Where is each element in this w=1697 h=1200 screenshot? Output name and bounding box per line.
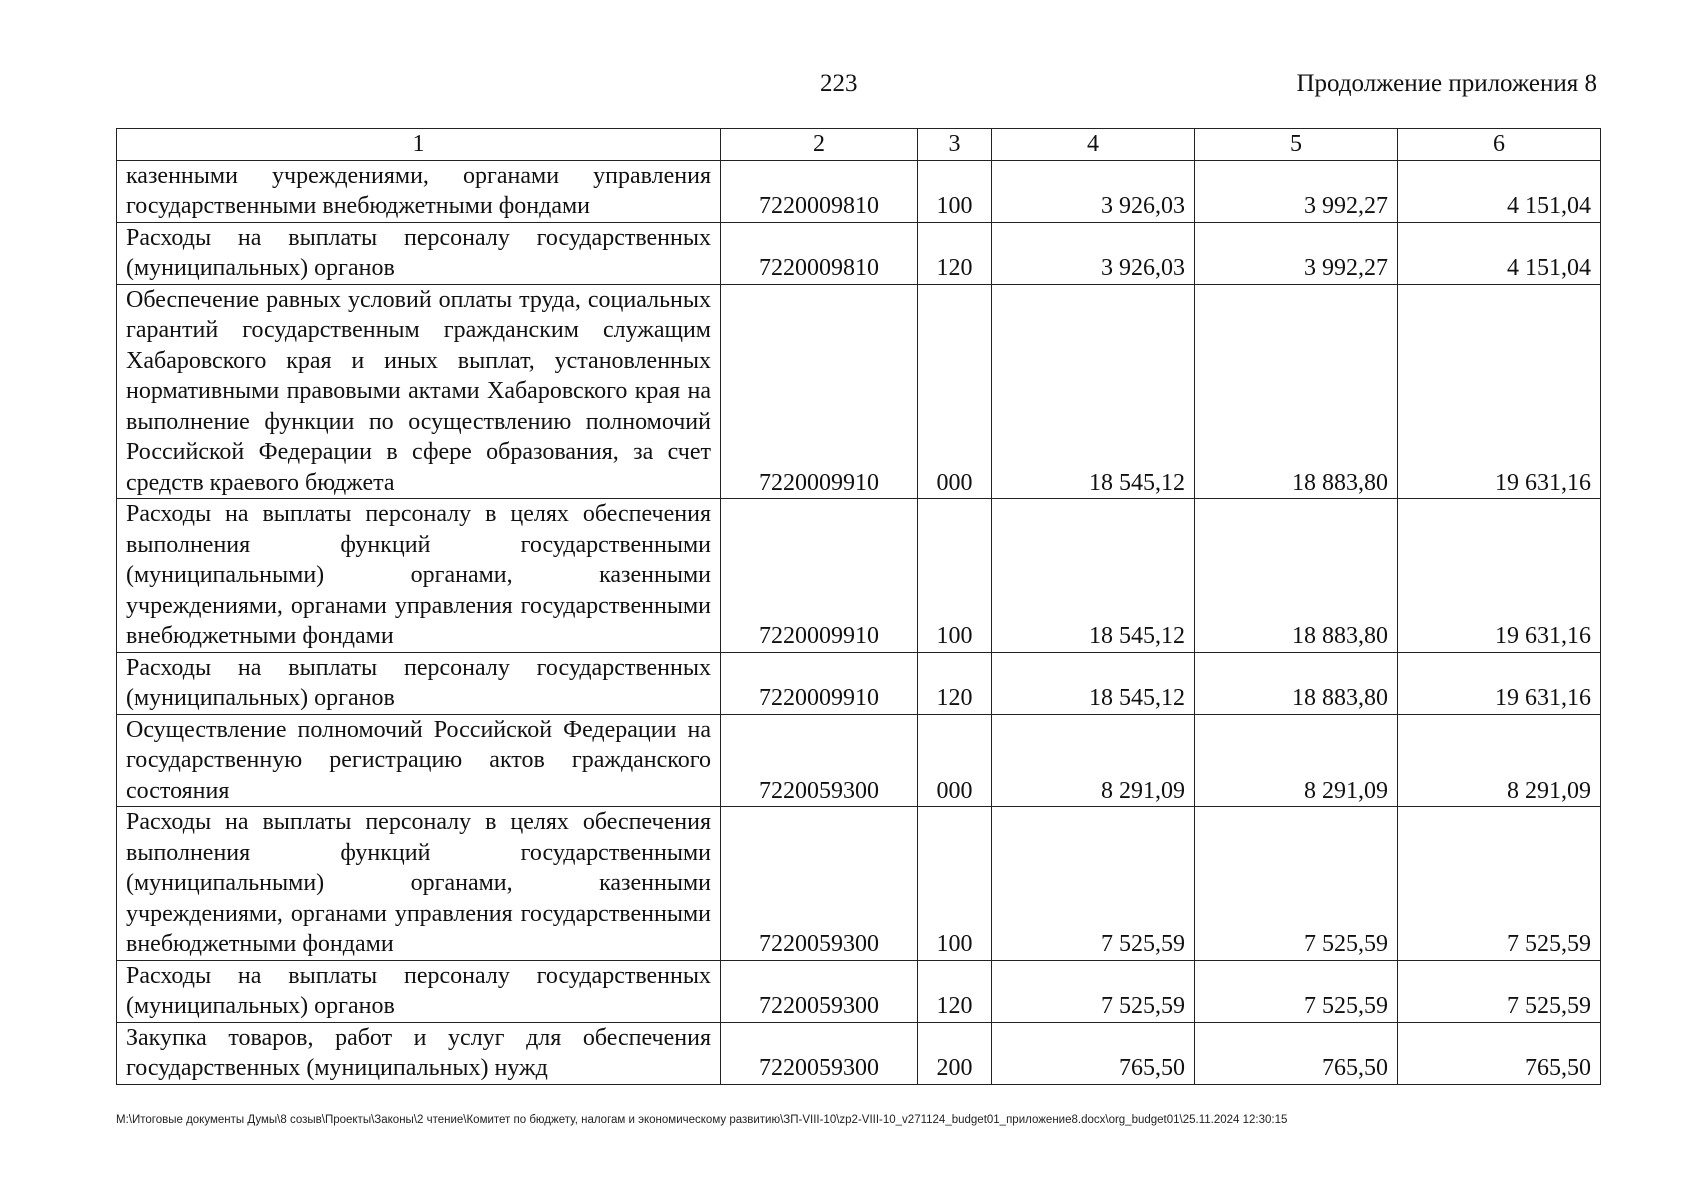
table-row xyxy=(117,960,1601,1022)
table-row xyxy=(117,222,1601,284)
amount-col-5: 3 992,27 xyxy=(1195,222,1398,284)
table-row xyxy=(117,807,1601,961)
column-number-row xyxy=(117,129,1601,161)
row-description: Обеспечение равных условий оплаты труда, социальных гарантий государственным гражданским служащим Хабаровского края и иных выплат, установленных нормативными правовыми актами Хабаровского края на выполнение функции по осуществлению полномочий Российской Федерации в сфере образования, за счет средств краевого бюджета xyxy=(117,284,721,499)
amount-col-6: 7 525,59 xyxy=(1398,960,1601,1022)
amount-col-5: 18 883,80 xyxy=(1195,284,1398,499)
table-row xyxy=(117,499,1601,653)
column-header: 4 xyxy=(992,129,1195,161)
row-description: Закупка товаров, работ и услуг для обеспечения государственных (муниципальных) нужд xyxy=(117,1022,721,1084)
row-description: казенными учреждениями, органами управления государственными внебюджетными фондами xyxy=(117,160,721,222)
table-row xyxy=(117,160,1601,222)
target-article-code: 7220009910 xyxy=(721,652,918,714)
amount-col-5: 8 291,09 xyxy=(1195,714,1398,807)
amount-col-5: 3 992,27 xyxy=(1195,160,1398,222)
amount-col-4: 3 926,03 xyxy=(992,222,1195,284)
expense-type-code: 100 xyxy=(918,499,992,653)
amount-col-5: 18 883,80 xyxy=(1195,652,1398,714)
amount-col-5: 18 883,80 xyxy=(1195,499,1398,653)
appendix-continuation-title: Продолжение приложения 8 xyxy=(1296,70,1597,97)
row-description: Расходы на выплаты персоналу государственных (муниципальных) органов xyxy=(117,960,721,1022)
expense-type-code: 120 xyxy=(918,222,992,284)
amount-col-4: 18 545,12 xyxy=(992,499,1195,653)
amount-col-6: 4 151,04 xyxy=(1398,222,1601,284)
expense-type-code: 120 xyxy=(918,652,992,714)
document-file-path: M:\Итоговые документы Думы\8 созыв\Проекты\Законы\2 чтение\Комитет по бюджету, налогам и экономическому развитию\ЗП-VIII-10\zp2-VIII-10_v271124_budget01_приложение8.docx\org_budget01\25.11.2024 12:30:15 xyxy=(116,1114,1288,1126)
amount-col-5: 765,50 xyxy=(1195,1022,1398,1084)
amount-col-4: 765,50 xyxy=(992,1022,1195,1084)
amount-col-6: 19 631,16 xyxy=(1398,499,1601,653)
table-row xyxy=(117,714,1601,807)
row-description: Расходы на выплаты персоналу в целях обеспечения выполнения функций государственными (муниципальными) органами, казенными учреждениями, органами управления государственными внебюджетными фондами xyxy=(117,499,721,653)
amount-col-5: 7 525,59 xyxy=(1195,807,1398,961)
target-article-code: 7220009910 xyxy=(721,499,918,653)
table-row xyxy=(117,652,1601,714)
row-description: Расходы на выплаты персоналу в целях обеспечения выполнения функций государственными (муниципальными) органами, казенными учреждениями, органами управления государственными внебюджетными фондами xyxy=(117,807,721,961)
target-article-code: 7220009810 xyxy=(721,222,918,284)
expense-type-code: 200 xyxy=(918,1022,992,1084)
amount-col-4: 7 525,59 xyxy=(992,807,1195,961)
table-row xyxy=(117,284,1601,499)
amount-col-5: 7 525,59 xyxy=(1195,960,1398,1022)
target-article-code: 7220009910 xyxy=(721,284,918,499)
amount-col-6: 4 151,04 xyxy=(1398,160,1601,222)
budget-table xyxy=(116,128,1601,1085)
row-description: Осуществление полномочий Российской Федерации на государственную регистрацию актов гражданского состояния xyxy=(117,714,721,807)
amount-col-4: 18 545,12 xyxy=(992,284,1195,499)
column-header: 5 xyxy=(1195,129,1398,161)
amount-col-4: 7 525,59 xyxy=(992,960,1195,1022)
target-article-code: 7220059300 xyxy=(721,714,918,807)
expense-type-code: 100 xyxy=(918,160,992,222)
expense-type-code: 120 xyxy=(918,960,992,1022)
column-header: 1 xyxy=(117,129,721,161)
column-header: 2 xyxy=(721,129,918,161)
column-header: 6 xyxy=(1398,129,1601,161)
amount-col-4: 18 545,12 xyxy=(992,652,1195,714)
column-header: 3 xyxy=(918,129,992,161)
target-article-code: 7220059300 xyxy=(721,807,918,961)
page-number: 223 xyxy=(820,70,858,97)
amount-col-4: 3 926,03 xyxy=(992,160,1195,222)
amount-col-6: 8 291,09 xyxy=(1398,714,1601,807)
amount-col-6: 19 631,16 xyxy=(1398,652,1601,714)
target-article-code: 7220059300 xyxy=(721,1022,918,1084)
amount-col-6: 765,50 xyxy=(1398,1022,1601,1084)
amount-col-6: 7 525,59 xyxy=(1398,807,1601,961)
expense-type-code: 000 xyxy=(918,284,992,499)
target-article-code: 7220009810 xyxy=(721,160,918,222)
row-description: Расходы на выплаты персоналу государственных (муниципальных) органов xyxy=(117,222,721,284)
target-article-code: 7220059300 xyxy=(721,960,918,1022)
row-description: Расходы на выплаты персоналу государственных (муниципальных) органов xyxy=(117,652,721,714)
expense-type-code: 000 xyxy=(918,714,992,807)
amount-col-6: 19 631,16 xyxy=(1398,284,1601,499)
expense-type-code: 100 xyxy=(918,807,992,961)
amount-col-4: 8 291,09 xyxy=(992,714,1195,807)
table-row xyxy=(117,1022,1601,1084)
